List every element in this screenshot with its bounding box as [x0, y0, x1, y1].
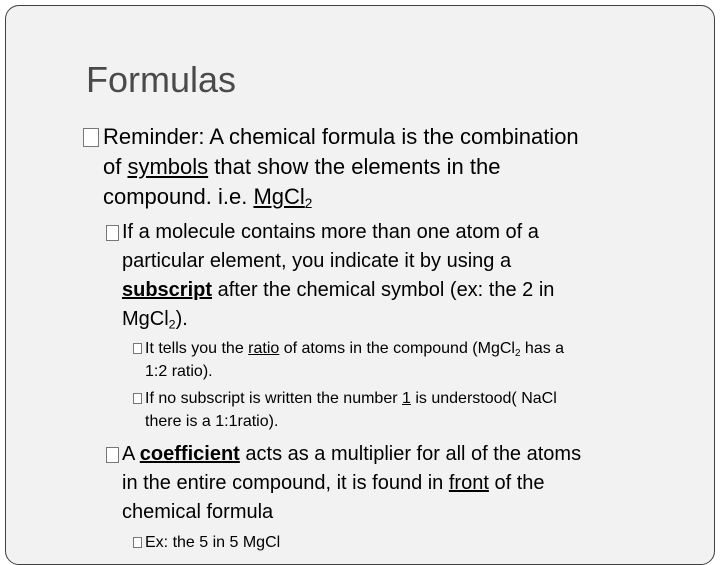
- text-segment: It tells you the: [145, 340, 249, 357]
- bullet-reminder: [103, 122, 579, 212]
- text-segment: ).: [175, 308, 188, 330]
- formula-text: MgCl: [253, 184, 305, 209]
- mgcl2-underlined: [253, 184, 313, 212]
- front-underlined: front: [448, 472, 489, 494]
- bullet-ratio: [145, 337, 564, 383]
- text-segment: after the chemical symbol (ex: the 2 in: [212, 279, 555, 301]
- text-segment: compound. i.e.: [103, 184, 254, 209]
- bullet-marker-icon: [133, 343, 142, 354]
- text-segment: acts as a multiplier for all of the atoms: [239, 443, 582, 465]
- example-line-1: Ex: the 5 in 5 MgCl: [145, 534, 281, 551]
- slide-title: Formulas: [86, 59, 237, 100]
- bullet-marker-icon: [106, 225, 119, 241]
- subscript-rule-line-4: [122, 305, 554, 334]
- one-underlined: 1: [402, 390, 411, 407]
- subscript-rule-line-2: particular element, you indicate it by using a: [122, 250, 512, 272]
- text-segment: of the: [488, 472, 545, 494]
- bullet-marker-icon: [106, 447, 119, 463]
- bullet-marker-icon: [83, 128, 99, 147]
- text-segment: in the entire compound, it is found in: [122, 472, 449, 494]
- bullet-marker-icon: [133, 537, 142, 548]
- text-segment: A: [122, 443, 140, 465]
- bullet-example: [145, 531, 280, 554]
- text-segment: of: [103, 154, 128, 179]
- ratio-line-1: [145, 337, 564, 360]
- symbols-underlined: symbols: [127, 154, 209, 179]
- slide-frame: [5, 5, 715, 565]
- text-segment: If no subscript is written the number: [145, 390, 402, 407]
- no-subscript-line-2: there is a 1:1ratio).: [145, 413, 279, 430]
- subscript-rule-line-3: [122, 276, 554, 305]
- bullet-marker-icon: [133, 393, 142, 404]
- subscript-rule-line-1: If a molecule contains more than one atom of a: [122, 221, 539, 243]
- coefficient-line-2: [122, 469, 581, 498]
- bullet-subscript-rule: [122, 218, 554, 334]
- bullet-coefficient: [122, 440, 581, 527]
- coefficient-line-3: chemical formula: [122, 501, 274, 523]
- reminder-line-3: [103, 182, 579, 212]
- ratio-line-2: 1:2 ratio).: [145, 363, 213, 380]
- text-segment: has a: [520, 340, 565, 357]
- ratio-underlined: ratio: [248, 340, 280, 357]
- formula-subscript: 2: [514, 347, 521, 359]
- formula-subscript: 2: [304, 196, 313, 212]
- no-subscript-line-1: [145, 387, 557, 410]
- bullet-no-subscript: [145, 387, 557, 433]
- text-segment: that show the elements in the: [208, 154, 501, 179]
- coefficient-line-1: [122, 440, 581, 469]
- formula-text: MgCl: [122, 308, 169, 330]
- subscript-term: subscript: [122, 279, 213, 301]
- formula-subscript: 2: [168, 317, 176, 332]
- reminder-line-2: [103, 152, 579, 182]
- text-segment: is understood( NaCl: [410, 390, 557, 407]
- text-segment: of atoms in the compound (MgCl: [279, 340, 515, 357]
- reminder-line-1: Reminder: A chemical formula is the combination: [103, 124, 579, 149]
- coefficient-term: coefficient: [139, 443, 240, 465]
